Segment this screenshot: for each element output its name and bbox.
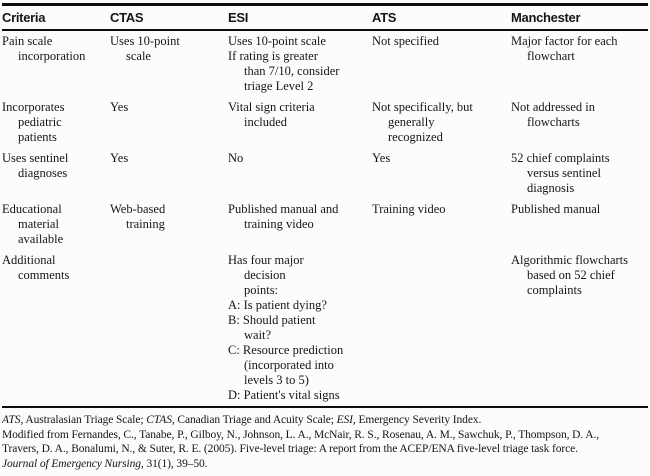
italic-term: Journal of Emergency Nursing xyxy=(2,457,141,470)
cell-text-line: Not addressed in xyxy=(511,100,596,114)
cell-text-line: pediatric xyxy=(18,115,62,129)
cell-text-line: comments xyxy=(18,268,70,282)
cell-text-line: B: Should patient xyxy=(228,313,316,327)
cell-text-line: Vital sign criteria xyxy=(228,100,315,114)
table-cell xyxy=(110,30,228,97)
cell-text-line: 52 chief complaints xyxy=(511,151,610,165)
cell-text-line: D: Patient's vital signs xyxy=(228,388,340,402)
table-cell xyxy=(110,97,228,148)
table-cell xyxy=(372,148,511,199)
cell-text-line: Yes xyxy=(110,100,129,114)
italic-term: ESI xyxy=(336,414,353,426)
cell-text-line: Has four major xyxy=(228,253,304,267)
table-cell xyxy=(228,148,372,199)
cell-text-line: flowcharts xyxy=(527,115,580,129)
table-cell xyxy=(372,97,511,148)
cell-text-line: Additional xyxy=(2,253,56,267)
cell-text-line: incorporation xyxy=(18,49,86,63)
cell-text-line: If rating is greater xyxy=(228,49,318,63)
footnote-line xyxy=(2,442,648,457)
table-cell xyxy=(372,250,511,407)
cell-text-line: Uses sentinel xyxy=(2,151,69,165)
cell-text-line: C: Resource prediction xyxy=(228,343,344,357)
cell-text-line: triage Level 2 xyxy=(244,79,314,93)
table-cell xyxy=(2,199,110,250)
cell-text-line: Uses 10-point xyxy=(110,34,180,48)
cell-text-line: wait? xyxy=(244,328,272,342)
cell-text-line: (incorporated into xyxy=(244,358,334,372)
cell-text-line: Uses 10-point scale xyxy=(228,34,326,48)
column-header-criteria: Criteria xyxy=(2,5,110,31)
cell-text-line: No xyxy=(228,151,244,165)
footnote-text: , Canadian Triage and Acuity Scale; xyxy=(171,414,337,426)
table-cell xyxy=(2,148,110,199)
cell-text-line: Not specified xyxy=(372,34,439,48)
table-cell xyxy=(511,30,648,97)
footnote-text: , Emergency Severity Index. xyxy=(352,414,482,426)
table-row xyxy=(2,97,648,148)
cell-text-line: training xyxy=(126,217,165,231)
table-body xyxy=(2,30,648,407)
cell-text-line: Educational xyxy=(2,202,62,216)
table-cell xyxy=(228,199,372,250)
footnotes xyxy=(2,413,648,471)
table-cell xyxy=(2,250,110,407)
table-cell xyxy=(228,30,372,97)
italic-term: ATS xyxy=(2,414,21,426)
table-cell xyxy=(372,199,511,250)
cell-text-line: material xyxy=(18,217,59,231)
cell-text-line: than 7/10, consider xyxy=(244,64,340,78)
footnote-text: , Australasian Triage Scale; xyxy=(20,414,147,426)
table-cell xyxy=(372,30,511,97)
cell-text-line: based on 52 chief xyxy=(527,268,615,282)
cell-text-line: Incorporates xyxy=(2,100,65,114)
column-header-manchester: Manchester xyxy=(511,5,648,31)
cell-text-line: diagnoses xyxy=(18,166,68,180)
cell-text-line: available xyxy=(18,232,64,246)
cell-text-line: training video xyxy=(244,217,314,231)
cell-text-line: Pain scale xyxy=(2,34,53,48)
footnote-text: , 31(1), 39–50. xyxy=(140,457,208,470)
footnote-text: Travers, D. A., Bonalumi, N., & Suter, R. E. (2005). Five-level triage: A report from the ACEP/ENA five-level triage task force. xyxy=(2,443,578,455)
footnote-text: Modified from Fernandes, C., Tanabe, P., Gilboy, N., Johnson, L. A., McNair, R. S., Rosenau, A. M., Sawchuk, P., Thompson, D. A., xyxy=(2,428,600,441)
footnote-line xyxy=(2,413,648,428)
table-row xyxy=(2,148,648,199)
cell-text-line: Not specifically, but xyxy=(372,100,473,114)
cell-text-line: generally xyxy=(388,115,435,129)
footnote-line xyxy=(2,428,648,443)
cell-text-line: included xyxy=(244,115,288,129)
table-cell xyxy=(110,199,228,250)
table-cell xyxy=(511,199,648,250)
table-cell xyxy=(228,250,372,407)
table-cell xyxy=(2,97,110,148)
column-header-ctas: CTAS xyxy=(110,5,228,31)
cell-text-line: Published manual xyxy=(511,202,601,216)
cell-text-line: patients xyxy=(18,130,57,144)
table-cell xyxy=(110,148,228,199)
table-cell xyxy=(511,148,648,199)
cell-text-line: decision xyxy=(244,268,286,282)
footnote-line xyxy=(2,457,648,472)
triage-scales-comparison-table xyxy=(2,3,648,408)
table-cell xyxy=(228,97,372,148)
cell-text-line: scale xyxy=(126,49,151,63)
table-header-row xyxy=(2,5,648,31)
cell-text-line: Algorithmic flowcharts xyxy=(511,253,628,267)
table-cell xyxy=(2,30,110,97)
cell-text-line: points: xyxy=(244,283,279,297)
table-row xyxy=(2,30,648,97)
table-cell xyxy=(511,250,648,407)
cell-text-line: Major factor for each xyxy=(511,34,618,48)
cell-text-line: versus sentinel xyxy=(527,166,601,180)
table-row xyxy=(2,199,648,250)
column-header-ats: ATS xyxy=(372,5,511,31)
cell-text-line: levels 3 to 5) xyxy=(244,373,309,387)
cell-text-line: complaints xyxy=(527,283,582,297)
table-cell xyxy=(110,250,228,407)
column-header-esi: ESI xyxy=(228,5,372,31)
italic-term: CTAS xyxy=(146,414,172,426)
cell-text-line: flowchart xyxy=(527,49,575,63)
cell-text-line: Yes xyxy=(372,151,391,165)
cell-text-line: Training video xyxy=(372,202,446,216)
cell-text-line: Yes xyxy=(110,151,129,165)
cell-text-line: recognized xyxy=(388,130,443,144)
cell-text-line: diagnosis xyxy=(527,181,575,195)
table-row xyxy=(2,250,648,407)
cell-text-line: Web-based xyxy=(110,202,166,216)
cell-text-line: A: Is patient dying? xyxy=(228,298,327,312)
cell-text-line: Published manual and xyxy=(228,202,339,216)
table-cell xyxy=(511,97,648,148)
